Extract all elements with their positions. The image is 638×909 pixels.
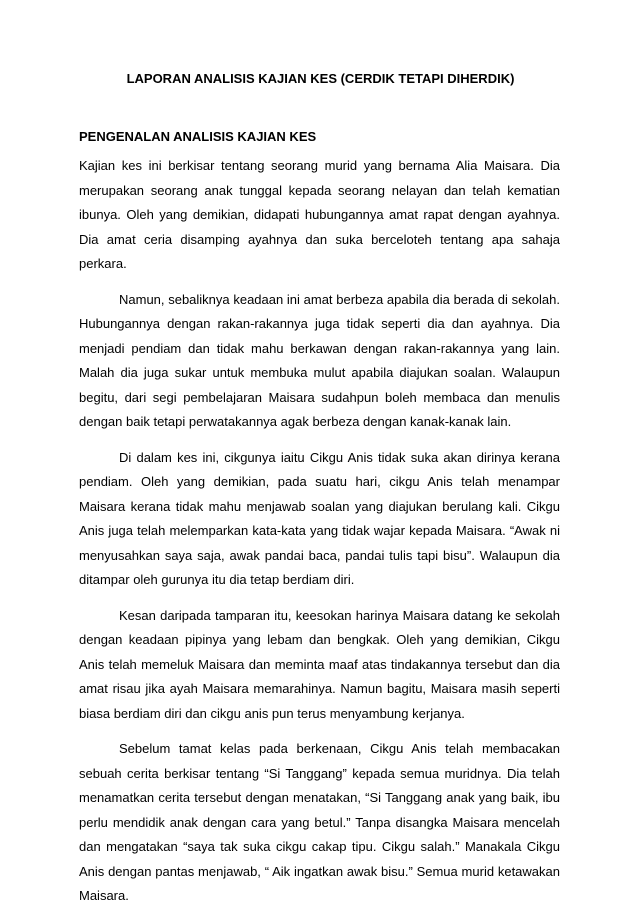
paragraph-1: Kajian kes ini berkisar tentang seorang murid yang bernama Alia Maisara. Dia merupakan seorang anak tunggal kepada seorang nelayan dan telah kematian ibunya. Oleh yang demikian, didapati hubungannya amat rapat dengan ayahnya. Dia amat ceria disamping ayahnya dan suka berceloteh tentang apa sahaja perkara. bbox=[79, 158, 560, 271]
paragraph-4: Kesan daripada tamparan itu, keesokan harinya Maisara datang ke sekolah dengan keadaan pipinya yang lebam dan bengkak. Oleh yang demikian, Cikgu Anis telah memeluk Maisara dan meminta maaf atas tindakannya tersebut dan dia amat risau jika ayah Maisara memarahinya. Namun bagitu, Maisara masih seperti biasa berdiam diri dan cikgu anis pun terus menyambung kerjanya. bbox=[79, 607, 560, 721]
document-page bbox=[79, 68, 560, 909]
section-heading: PENGENALAN ANALISIS KAJIAN KES bbox=[79, 129, 317, 144]
paragraph-2: Namun, sebaliknya keadaan ini amat berbeza apabila dia berada di sekolah. Hubungannya dengan rakan-rakannya juga tidak seperti dia dan ayahnya. Dia menjadi pendiam dan tidak mahu berkawan dengan rakan-rakannya yang lain. Malah dia juga sukar untuk membuka mulut apabila diajukan soalan. Walaupun begitu, dari segi pembelajaran Maisara sudahpun boleh membaca dan menulis dengan baik tetapi perwatakannya agak berbeza dengan kanak-kanak lain. bbox=[79, 291, 560, 429]
paragraph-5: Sebelum tamat kelas pada berkenaan, Cikgu Anis telah membacakan sebuah cerita berkisar tentang “Si Tanggang” kepada semua muridnya. Dia telah menamatkan cerita tersebut dengan menatakan, “Si Tanggang anak yang baik, ibu perlu mendidik anak dengan cara yang betul.” Tanpa disangka Maisara mencelah dan mengatakan “saya tak suka cikgu cakap tipu. Cikgu salah.” Manakala Cikgu Anis dengan pantas menjawab, “ Aik ingatkan awak bisu.” Semua murid ketawakan Maisara. bbox=[79, 741, 560, 903]
document-title: LAPORAN ANALISIS KAJIAN KES (CERDIK TETAPI DIHERDIK) bbox=[126, 71, 515, 86]
paragraph-3: Di dalam kes ini, cikgunya iaitu Cikgu Anis tidak suka akan dirinya kerana pendiam. Oleh yang demikian, pada suatu hari, cikgu Anis telah menampar Maisara kerana tidak mahu menjawab soalan yang diajukan berulang kali. Cikgu Anis juga telah melemparkan kata-kata yang tidak wajar kepada Maisara. “Awak ni menyusahkan saya saja, awak pandai baca, pandai tulis tapi bisu”. Walaupun dia ditampar oleh gurunya itu dia tetap berdiam diri. bbox=[79, 449, 560, 587]
